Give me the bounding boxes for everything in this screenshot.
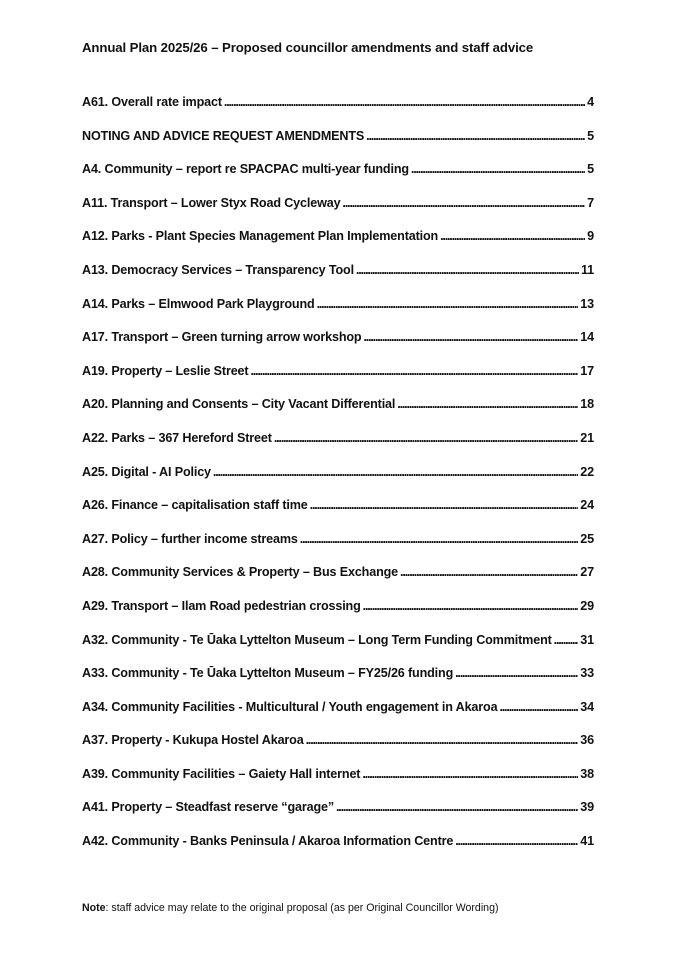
toc-entry-page: 36 <box>580 733 594 748</box>
toc-entry-page: 11 <box>580 262 594 277</box>
toc-entry[interactable] <box>82 733 594 767</box>
toc-entry-label: A41. Property – Steadfast reserve “garage” <box>82 800 334 815</box>
toc-entry-label: A34. Community Facilities - Multicultural / Youth engagement in Akaroa <box>82 699 498 714</box>
toc-entry-page: 29 <box>580 598 594 613</box>
toc-entry-label: NOTING AND ADVICE REQUEST AMENDMENTS <box>82 128 365 143</box>
toc-entry-label: A17. Transport – Green turning arrow workshop <box>82 330 362 345</box>
toc-leader-dots <box>342 196 585 210</box>
toc-leader-dots <box>336 800 578 814</box>
toc-leader-dots <box>440 229 585 243</box>
toc-leader-dots <box>455 666 578 680</box>
toc-leader-dots <box>362 767 578 781</box>
toc-leader-dots <box>250 364 578 378</box>
toc-entry-page: 31 <box>580 632 594 647</box>
toc-entry-page: 39 <box>580 800 594 815</box>
toc-entry[interactable] <box>82 95 594 129</box>
toc-entry[interactable] <box>82 498 594 532</box>
toc-entry[interactable] <box>82 263 594 297</box>
toc-entry-page: 14 <box>580 330 594 345</box>
toc-leader-dots <box>400 565 578 579</box>
toc-entry-page: 34 <box>580 699 594 714</box>
toc-entry[interactable] <box>82 800 594 834</box>
toc-entry-page: 4 <box>587 95 594 109</box>
toc-leader-dots <box>317 297 579 311</box>
toc-entry[interactable] <box>82 700 594 734</box>
toc-leader-dots <box>411 162 585 176</box>
toc-leader-dots <box>363 330 578 344</box>
toc-entry[interactable] <box>82 666 594 700</box>
toc-entry-label: A33. Community - Te Ūaka Lyttelton Museum – FY25/26 funding <box>82 666 454 681</box>
toc-entry-label: A13. Democracy Services – Transparency Tool <box>82 262 354 277</box>
toc-entry-page: 17 <box>580 363 594 378</box>
toc-entry-page: 38 <box>580 766 594 781</box>
toc-entry[interactable] <box>82 834 594 868</box>
toc-leader-dots <box>274 431 578 445</box>
toc-entry-label: A12. Parks - Plant Species Management Plan Implementation <box>82 229 439 244</box>
toc-entry-page: 5 <box>587 162 594 177</box>
toc-entry-page: 18 <box>580 397 594 412</box>
toc-leader-dots <box>499 700 578 714</box>
toc-leader-dots <box>366 129 585 143</box>
toc-entry-label: A4. Community – report re SPACPAC multi-year funding <box>82 162 409 177</box>
toc-entry-page: 25 <box>580 531 594 546</box>
toc-entry-page: 13 <box>580 296 594 311</box>
toc-entry[interactable] <box>82 431 594 465</box>
toc-entry[interactable] <box>82 364 594 398</box>
toc-entry[interactable] <box>82 129 594 163</box>
toc-entry-label: A26. Finance – capitalisation staff time <box>82 498 308 513</box>
toc-leader-dots <box>300 532 579 546</box>
toc-entry-label: A11. Transport – Lower Styx Road Cycleway <box>82 195 341 210</box>
toc-entry[interactable] <box>82 397 594 431</box>
footer-note <box>82 902 499 914</box>
toc-entry-page: 5 <box>587 128 594 143</box>
toc-entry-label: A37. Property - Kukupa Hostel Akaroa <box>82 733 304 748</box>
toc-entry-page: 24 <box>580 498 594 513</box>
toc-entry[interactable] <box>82 767 594 801</box>
toc-leader-dots <box>554 633 579 647</box>
toc-entry-label: A28. Community Services & Property – Bus Exchange <box>82 565 399 580</box>
table-of-contents <box>82 95 594 868</box>
toc-entry-label: A61. Overall rate impact <box>82 95 222 109</box>
toc-entry[interactable] <box>82 633 594 667</box>
toc-entry[interactable] <box>82 229 594 263</box>
toc-entry-page: 7 <box>587 195 594 210</box>
toc-entry-label: A19. Property – Leslie Street <box>82 363 249 378</box>
toc-entry-label: A32. Community - Te Ūaka Lyttelton Museum – Long Term Funding Commitment <box>82 632 552 647</box>
toc-entry-label: A29. Transport – Ilam Road pedestrian crossing <box>82 598 361 613</box>
toc-entry-label: A27. Policy – further income streams <box>82 531 298 546</box>
toc-entry-page: 9 <box>587 229 594 244</box>
toc-entry[interactable] <box>82 599 594 633</box>
toc-leader-dots <box>397 397 578 411</box>
toc-entry[interactable] <box>82 196 594 230</box>
note-label: Note <box>82 902 106 914</box>
toc-entry-page: 33 <box>580 666 594 681</box>
toc-entry[interactable] <box>82 465 594 499</box>
toc-entry-page: 22 <box>580 464 594 479</box>
toc-entry[interactable] <box>82 532 594 566</box>
toc-entry[interactable] <box>82 297 594 331</box>
toc-leader-dots <box>224 95 585 109</box>
toc-entry-page: 27 <box>580 565 594 580</box>
toc-leader-dots <box>356 263 579 277</box>
toc-entry[interactable] <box>82 330 594 364</box>
toc-leader-dots <box>213 465 578 479</box>
note-text: : staff advice may relate to the original proposal (as per Original Councillor Wording) <box>105 902 499 914</box>
toc-entry-label: A39. Community Facilities – Gaiety Hall internet <box>82 766 361 781</box>
toc-entry-label: A20. Planning and Consents – City Vacant Differential <box>82 397 396 412</box>
toc-entry-label: A22. Parks – 367 Hereford Street <box>82 430 272 445</box>
toc-entry-label: A14. Parks – Elmwood Park Playground <box>82 296 315 311</box>
toc-entry[interactable] <box>82 565 594 599</box>
toc-leader-dots <box>363 599 579 613</box>
page-title: Annual Plan 2025/26 – Proposed councillor amendments and staff advice <box>82 40 534 55</box>
toc-entry[interactable] <box>82 162 594 196</box>
toc-entry-page: 41 <box>580 834 594 849</box>
toc-entry-page: 21 <box>580 430 594 445</box>
toc-leader-dots <box>455 834 578 848</box>
toc-leader-dots <box>310 498 579 512</box>
toc-entry-label: A25. Digital - AI Policy <box>82 464 211 479</box>
toc-leader-dots <box>306 733 579 747</box>
toc-entry-label: A42. Community - Banks Peninsula / Akaroa Information Centre <box>82 834 454 849</box>
